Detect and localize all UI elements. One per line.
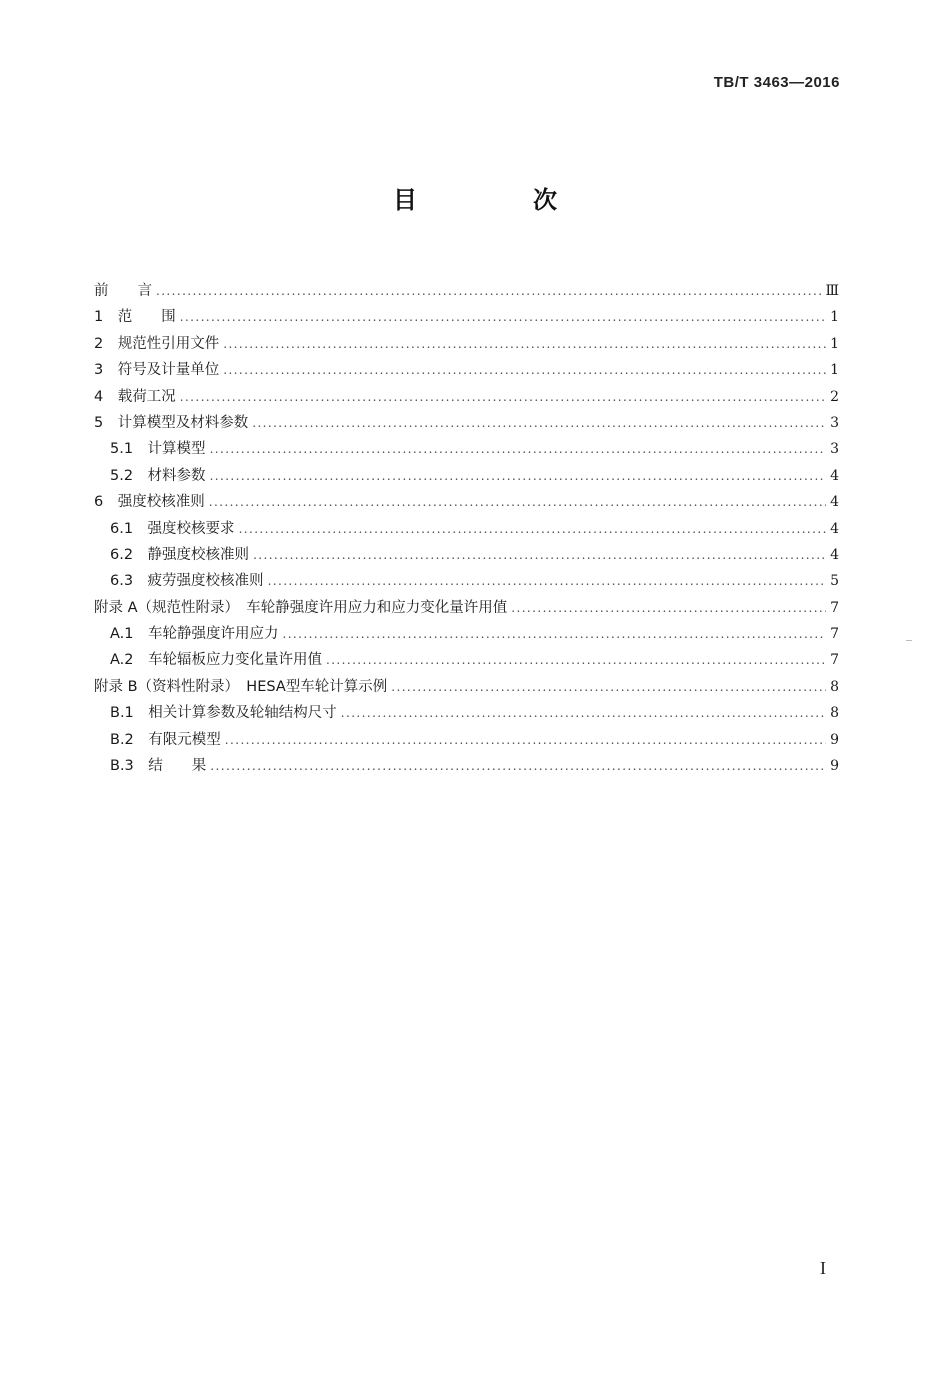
toc-entry-label: 6.3 疲劳强度校核准则 [110,573,264,590]
leader-dots [156,278,821,304]
toc-entry-annex-a[interactable] [94,595,839,621]
leader-dots [268,568,827,594]
toc-entry-page: 4 [830,546,839,563]
toc-entry-normative-references[interactable] [94,331,839,357]
leader-dots [283,621,827,647]
toc-entry-model-materials[interactable] [94,410,839,436]
leader-dots [252,410,826,436]
toc-entry-page: 3 [830,414,839,431]
toc-entry-page: 8 [830,705,839,722]
toc-entry-label: 3 符号及计量单位 [94,362,220,379]
toc-entry-page: 3 [830,441,839,458]
toc-entry-page: 1 [830,309,839,326]
leader-dots [326,647,826,673]
leader-dots [210,436,827,462]
toc-entry-6-3[interactable] [94,568,839,594]
toc-entry-5-1[interactable] [94,436,839,462]
table-of-contents [94,278,839,779]
leader-dots [210,463,827,489]
toc-entry-page: 4 [830,494,839,511]
leader-dots [253,542,826,568]
leader-dots [391,674,826,700]
toc-entry-page: 4 [830,467,839,484]
toc-entry-label: 5.1 计算模型 [110,441,206,458]
toc-entry-label: 6.1 强度校核要求 [110,520,235,537]
toc-entry-page: 7 [830,599,839,616]
toc-entry-annex-b[interactable] [94,674,839,700]
toc-entry-b-1[interactable] [94,700,839,726]
leader-dots [210,753,826,779]
page-number: I [820,1258,826,1278]
toc-entry-5-2[interactable] [94,463,839,489]
toc-entry-label: 附录 A（规范性附录） 车轮静强度许用应力和应力变化量许用值 [94,599,508,616]
toc-entry-page: 9 [830,731,839,748]
toc-entry-label: 4 载荷工况 [94,388,176,405]
toc-entry-label: A.2 车轮辐板应力变化量许用值 [110,652,322,669]
toc-entry-6-2[interactable] [94,542,839,568]
toc-entry-page: 5 [830,573,839,590]
toc-entry-a-2[interactable] [94,647,839,673]
leader-dots [239,516,827,542]
toc-entry-label: 2 规范性引用文件 [94,335,220,352]
toc-entry-foreword[interactable] [94,278,839,304]
toc-entry-label: 前 言 [94,283,152,299]
toc-entry-page: 4 [830,520,839,537]
leader-dots [223,357,826,383]
toc-entry-label: B.1 相关计算参数及轮轴结构尺寸 [110,705,337,722]
scan-mark [906,640,912,641]
toc-entry-label: 6 强度校核准则 [94,494,205,511]
leader-dots [180,384,826,410]
toc-entry-scope[interactable] [94,304,839,330]
toc-entry-b-2[interactable] [94,727,839,753]
toc-entry-label: B.2 有限元模型 [110,731,221,748]
leader-dots [511,595,826,621]
toc-entry-label: B.3 结 果 [110,758,207,775]
toc-entry-label: 5.2 材料参数 [110,467,206,484]
toc-entry-symbols-units[interactable] [94,357,839,383]
toc-entry-a-1[interactable] [94,621,839,647]
page-title: 目 次 [393,186,603,214]
toc-entry-page: 8 [830,678,839,695]
toc-entry-page: 1 [830,335,839,352]
leader-dots [223,331,826,357]
toc-entry-label: 1 范 围 [94,309,176,326]
toc-entry-page: 7 [830,626,839,643]
toc-entry-page: 7 [830,652,839,669]
toc-entry-label: 5 计算模型及材料参数 [94,414,249,431]
toc-entry-label: 附录 B（资料性附录） HESA型车轮计算示例 [94,678,388,695]
toc-entry-label: A.1 车轮静强度许用应力 [110,626,279,643]
toc-entry-page: 2 [830,388,839,405]
toc-entry-6-1[interactable] [94,516,839,542]
leader-dots [180,304,826,330]
toc-entry-page: Ⅲ [825,283,839,299]
leader-dots [209,489,826,515]
toc-entry-page: 1 [830,362,839,379]
toc-entry-label: 6.2 静强度校核准则 [110,546,250,563]
toc-entry-b-3[interactable] [94,753,839,779]
leader-dots [225,727,826,753]
leader-dots [341,700,826,726]
toc-entry-load-cases[interactable] [94,384,839,410]
standard-code: TB/T 3463—2016 [713,74,840,91]
toc-entry-strength-criteria[interactable] [94,489,839,515]
toc-entry-page: 9 [830,758,839,775]
